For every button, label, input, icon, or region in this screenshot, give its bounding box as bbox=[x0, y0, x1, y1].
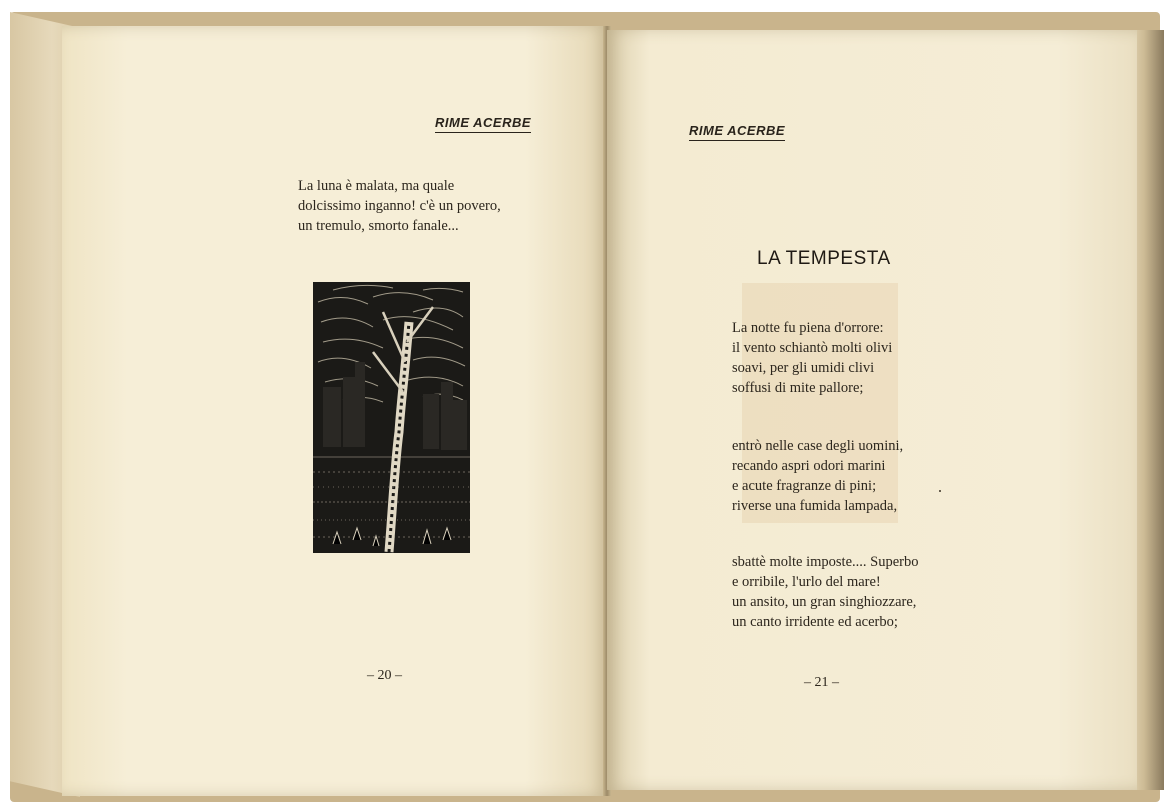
verse-line: soffusi di mite pallore; bbox=[732, 380, 864, 396]
stanza-3 bbox=[732, 552, 918, 632]
verse-line: il vento schiantò molti olivi bbox=[732, 340, 893, 356]
ink-speck bbox=[939, 490, 941, 492]
running-head-left: RIME ACERBE bbox=[435, 115, 531, 133]
page-number-left: – 20 – bbox=[367, 668, 402, 683]
page-number-right: – 21 – bbox=[804, 675, 839, 690]
verse-left bbox=[298, 176, 501, 236]
running-head-right: RIME ACERBE bbox=[689, 123, 785, 141]
verse-line: sbattè molte imposte.... Superbo bbox=[732, 554, 919, 570]
verse-line: entrò nelle case degli uomini, bbox=[732, 438, 904, 454]
verse-line: un canto irridente ed acerbo; bbox=[732, 614, 898, 630]
verse-line: recando aspri odori marini bbox=[732, 458, 886, 474]
verse-line: e orribile, l'urlo del mare! bbox=[732, 574, 881, 590]
verse-line: e acute fragranze di pini; bbox=[732, 478, 877, 494]
verse-line: La notte fu piena d'orrore: bbox=[732, 320, 884, 336]
verse-line: riverse una fumida lampada, bbox=[732, 498, 898, 514]
right-page bbox=[607, 30, 1137, 790]
woodcut-illustration bbox=[313, 282, 470, 553]
verse-line: dolcissimo inganno! c'è un povero, bbox=[298, 198, 501, 214]
verse-line: soavi, per gli umidi clivi bbox=[732, 360, 875, 376]
verse-line: un tremulo, smorto fanale... bbox=[298, 218, 459, 234]
poem-title: LA TEMPESTA bbox=[757, 248, 891, 269]
stanza-1 bbox=[732, 318, 892, 398]
stanza-2 bbox=[732, 436, 903, 516]
verse-line: La luna è malata, ma quale bbox=[298, 178, 455, 194]
left-page bbox=[62, 26, 607, 796]
verse-line: un ansito, un gran singhiozzare, bbox=[732, 594, 917, 610]
tree-woodcut-graphic bbox=[313, 282, 470, 553]
